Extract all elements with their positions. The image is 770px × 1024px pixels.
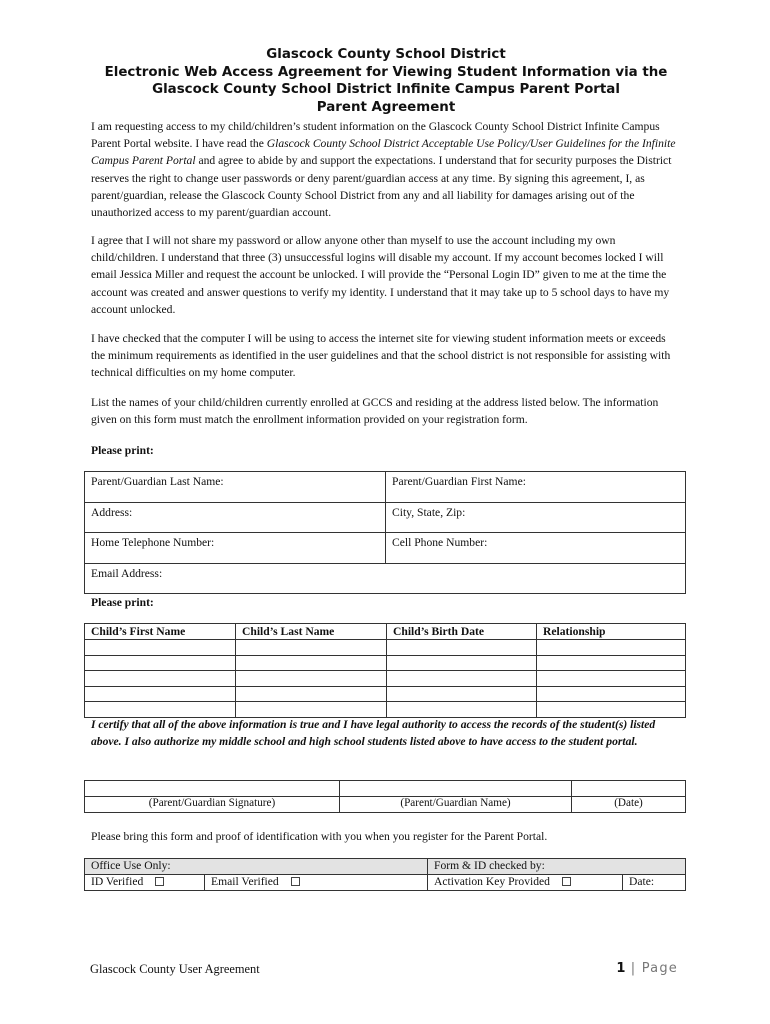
signature-label: (Parent/Guardian Signature): [85, 797, 340, 813]
home-phone-field[interactable]: Home Telephone Number:: [85, 533, 386, 564]
guardian-name-label: (Parent/Guardian Name): [340, 797, 572, 813]
signature-table: [84, 780, 686, 813]
please-print-label: Please print:: [91, 444, 154, 457]
table-cell[interactable]: [387, 671, 537, 687]
form-checked-label: Form & ID checked by:: [428, 859, 686, 875]
column-header: Child’s Last Name: [236, 624, 387, 640]
certification-statement: I certify that all of the above information is true and I have legal authority to access the records of the student(s) listed above. I also authorize my middle school and high school students listed above to have access to the student portal.: [91, 718, 656, 749]
table-row: [85, 655, 686, 671]
table-row: [85, 671, 686, 687]
table-cell[interactable]: [537, 655, 686, 671]
district-title: Glascock County School District: [266, 47, 506, 62]
table-cell[interactable]: [236, 686, 387, 702]
date-label: (Date): [572, 797, 686, 813]
paragraph-children: List the names of your child/children currently enrolled at GCCS and residing at the address listed below. The information given on this form must match the enrollment information provided on your registration form.: [91, 396, 659, 427]
parent-first-name-field[interactable]: Parent/Guardian First Name:: [386, 472, 686, 503]
table-cell[interactable]: [387, 686, 537, 702]
activation-cell[interactable]: [428, 875, 623, 891]
table-cell[interactable]: [236, 655, 387, 671]
email-verified-label: Email Verified: [211, 875, 279, 888]
parent-agreement-title: Parent Agreement: [316, 99, 456, 115]
cell-phone-field[interactable]: Cell Phone Number:: [386, 533, 686, 564]
document-header: [84, 46, 688, 116]
table-row: [85, 686, 686, 702]
signature-field[interactable]: [85, 781, 340, 797]
parent-last-name-field[interactable]: Parent/Guardian Last Name:: [85, 472, 386, 503]
child-table: [84, 623, 686, 718]
column-header: Child’s First Name: [85, 624, 236, 640]
office-date-field[interactable]: Date:: [623, 875, 686, 891]
table-cell[interactable]: [85, 686, 236, 702]
table-cell[interactable]: [387, 655, 537, 671]
table-cell[interactable]: [236, 640, 387, 656]
paragraph-text: I am requesting access to my child/children’s student information on the Glascock County School District Infinite Campus Parent Portal website. I have read the: [91, 120, 660, 151]
table-cell[interactable]: [85, 655, 236, 671]
paragraph-text: and agree to abide by and support the expectations. I understand that for security purposes the District reserves the right to change user passwords or deny parent/guardian access at any time. By signing this agreement, I, as parent/guardian, release the Glascock County School District from any and all liability for damages arising out of the unauthorized access to my parent/guardian account.: [91, 154, 672, 220]
checkbox-icon[interactable]: [291, 877, 300, 886]
email-field[interactable]: Email Address:: [85, 563, 686, 594]
table-cell[interactable]: [537, 640, 686, 656]
office-use-table: [84, 858, 686, 891]
checkbox-icon[interactable]: [562, 877, 571, 886]
paragraph-password: I agree that I will not share my password or allow anyone other than myself to use the account including my own child/children. I understand that three (3) unsuccessful logins will disable my account. If my account becomes locked I will email Jessica Miller and request the account be unlocked. I will provide the “Personal Login ID” given to me at the time the account was created and answer questions to verify my identity. I understand that it may take up to 5 school days to have my account unlocked.: [91, 234, 670, 316]
table-cell[interactable]: [537, 686, 686, 702]
table-cell[interactable]: [537, 671, 686, 687]
table-row: [85, 640, 686, 656]
portal-title: Glascock County School District Infinite Campus Parent Portal: [152, 82, 620, 97]
table-cell[interactable]: [236, 671, 387, 687]
parent-info-table: [84, 471, 686, 594]
page-number-value: 1: [616, 961, 626, 976]
footer-title: Glascock County User Agreement: [90, 962, 260, 976]
checkbox-icon[interactable]: [155, 877, 164, 886]
column-header: Child’s Birth Date: [387, 624, 537, 640]
policy-reference: Glascock County School District Acceptable Use Policy/User Guidelines for the Infinite Campus Parent Portal: [91, 137, 676, 168]
bring-form-note: Please bring this form and proof of identification with you when you register for the Parent Portal.: [91, 830, 548, 843]
city-state-zip-field[interactable]: City, State, Zip:: [386, 502, 686, 533]
column-header: Relationship: [537, 624, 686, 640]
id-verified-label: ID Verified: [91, 875, 144, 888]
page-number: [616, 961, 678, 976]
signature-date-field[interactable]: [572, 781, 686, 797]
office-use-label: Office Use Only:: [85, 859, 428, 875]
id-verified-cell[interactable]: [85, 875, 205, 891]
email-verified-cell[interactable]: [205, 875, 428, 891]
table-cell[interactable]: [85, 640, 236, 656]
table-cell[interactable]: [85, 671, 236, 687]
table-cell[interactable]: [387, 640, 537, 656]
paragraph-access-request: [91, 118, 681, 221]
page-word: | Page: [625, 961, 678, 976]
please-print-label: Please print:: [91, 596, 154, 609]
agreement-title: Electronic Web Access Agreement for Viewing Student Information via the: [104, 64, 668, 80]
paragraph-computer: I have checked that the computer I will be using to access the internet site for viewing student information meets or exceeds the minimum requirements as identified in the user guidelines and that the school district is not responsible for assisting with technical difficulties on my home computer.: [91, 332, 671, 380]
address-field[interactable]: Address:: [85, 502, 386, 533]
activation-label: Activation Key Provided: [434, 875, 550, 888]
guardian-name-field[interactable]: [340, 781, 572, 797]
